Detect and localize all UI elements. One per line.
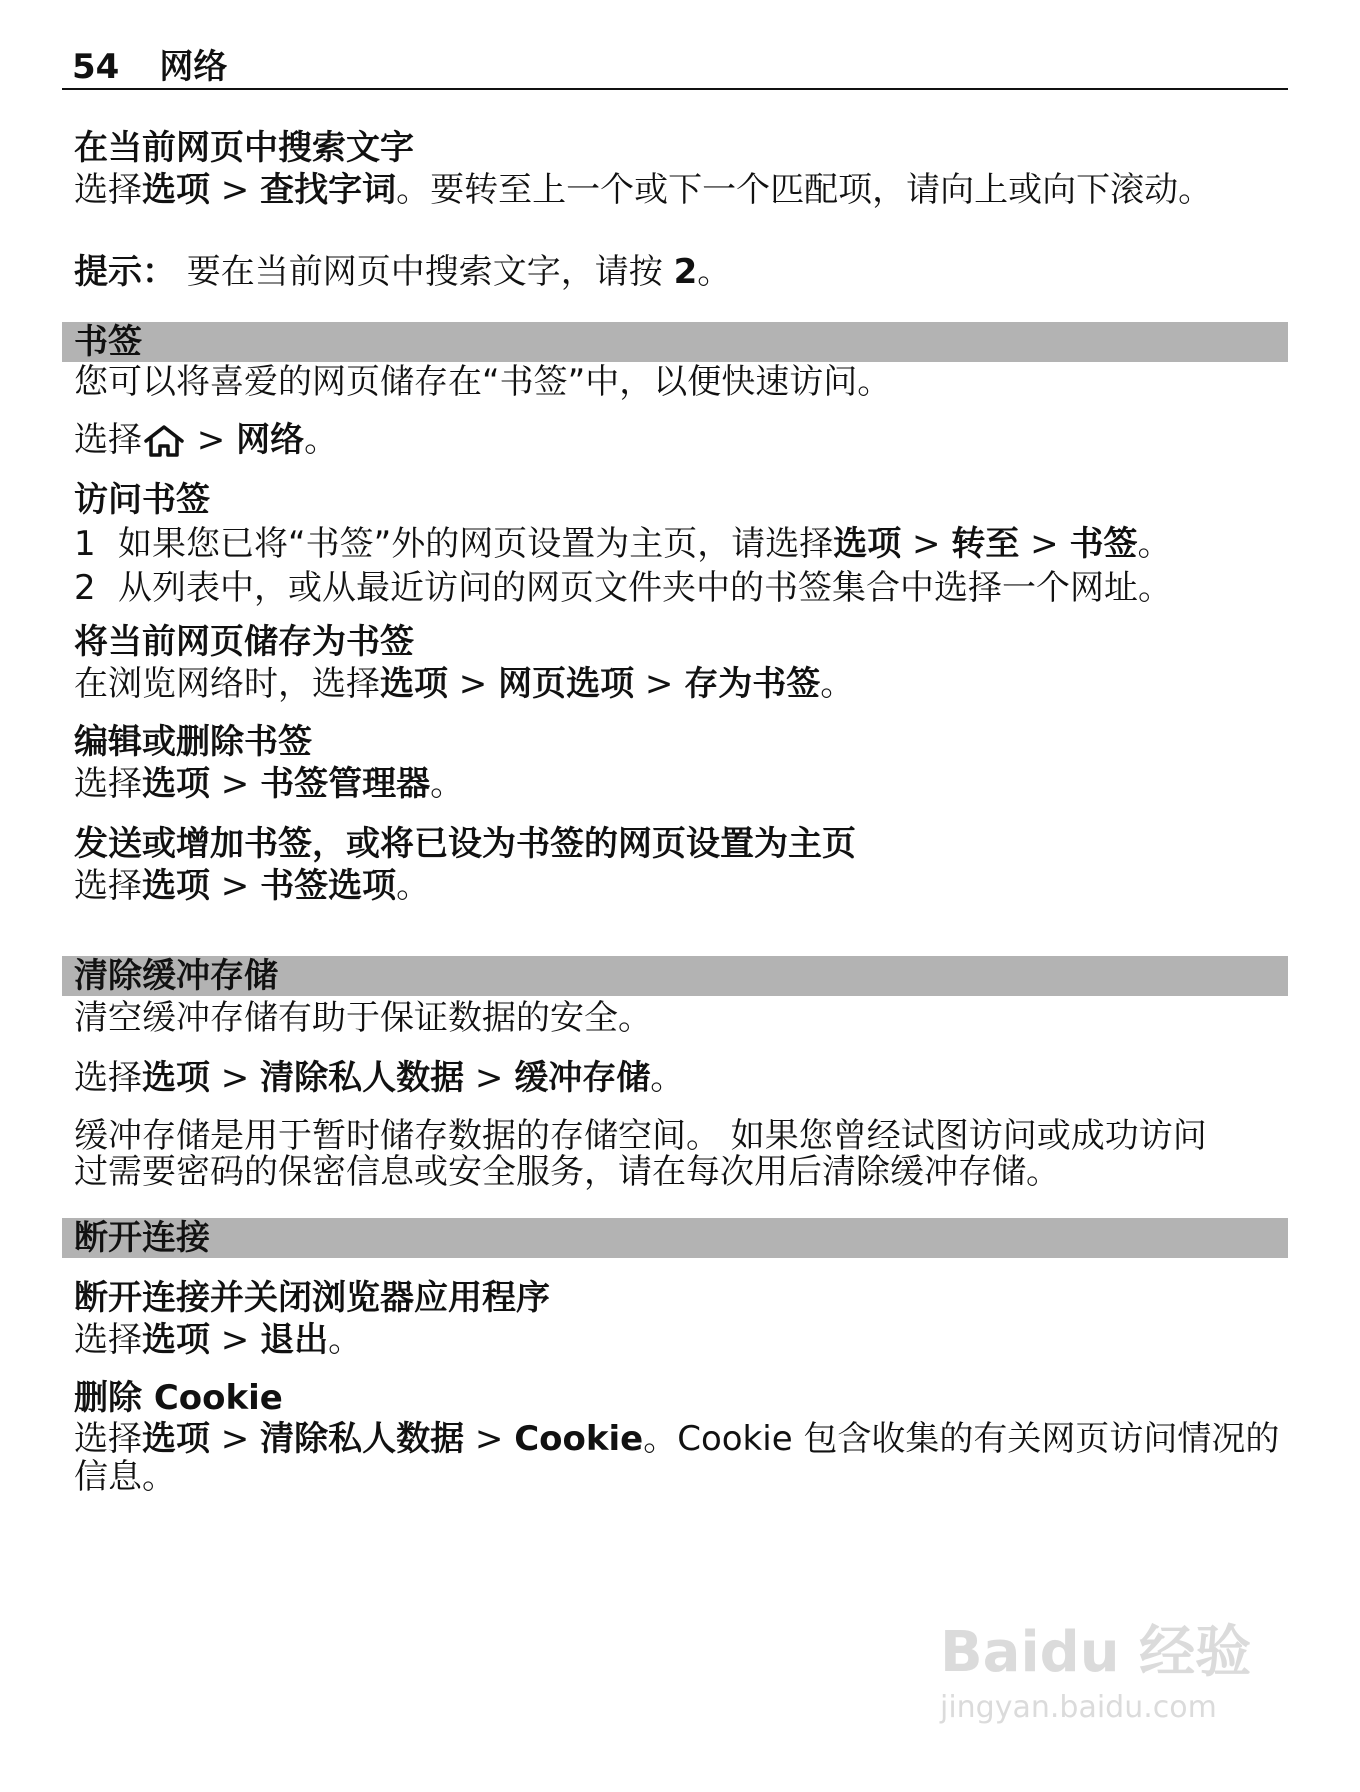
instruction-text: 如果您已将“书签”外的网页设置为主页，请选择 [118, 524, 834, 564]
instruction-text: 。 [328, 1320, 363, 1360]
cache-note [62, 1118, 1288, 1190]
bookmarks-intro-text: 您可以将喜爱的网页储存在“书签”中，以便快速访问。 [74, 362, 892, 402]
access-bookmarks-heading: 访问书签 [74, 480, 210, 520]
menu-separator: > [901, 524, 952, 564]
list-item [62, 566, 1288, 610]
cache-note-line: 缓冲存储是用于暂时储存数据的存储空间。 如果您曾经试图访问或成功访问 [74, 1116, 1207, 1156]
menu-option: 选项 [142, 866, 210, 906]
menu-option: 缓冲存储 [514, 1058, 651, 1098]
section-bar-disconnect: 断开连接 [62, 1218, 1288, 1258]
menu-separator: > [448, 664, 499, 704]
edit-bookmark-instruction [62, 764, 1288, 804]
menu-option: 选项 [380, 664, 448, 704]
menu-separator: > [210, 764, 261, 804]
watermark-logo: Baidu 经验 [940, 1620, 1252, 1685]
home-icon [142, 423, 186, 459]
close-browser-heading: 断开连接并关闭浏览器应用程序 [74, 1278, 550, 1318]
instruction-text: 选择 [74, 170, 142, 210]
cache-instruction-text [62, 1058, 1288, 1098]
menu-option: 选项 [833, 524, 902, 564]
search-text-section [62, 126, 1288, 210]
bookmarks-select-text [62, 420, 1288, 460]
search-text-instruction [62, 170, 1288, 210]
running-header [62, 46, 1288, 90]
delete-cookie-heading: 删除 Cookie [74, 1378, 283, 1418]
menu-separator: > [464, 1419, 515, 1459]
close-browser [62, 1276, 1288, 1360]
instruction-text: 选择 [74, 1058, 142, 1098]
section-bar-bookmarks: 书签 [62, 322, 1288, 362]
tip [62, 252, 1288, 292]
instruction-text: 。要转至上一个或下一个匹配项，请向上或向下滚动。 [396, 170, 1213, 210]
instruction-text: 。 [650, 1058, 685, 1098]
instruction-text: 。 [1137, 524, 1172, 564]
instruction-text: 。 [430, 764, 465, 804]
chapter-title: 网络 [159, 47, 228, 87]
baidu-watermark [940, 1618, 1270, 1768]
menu-separator: > [464, 1058, 515, 1098]
instruction-text: 。 [304, 420, 339, 460]
instruction-text: 。Cookie 包含收集的有关网页访问情况的 [643, 1419, 1280, 1459]
menu-option: 网页选项 [498, 664, 635, 704]
cache-instruction [62, 1058, 1288, 1098]
delete-cookie-instruction [62, 1420, 1288, 1458]
menu-option: 退出 [260, 1320, 329, 1360]
menu-separator: > [210, 170, 261, 210]
menu-option: 清除私人数据 [260, 1419, 465, 1459]
send-bookmark [62, 822, 1288, 906]
save-bookmark [62, 620, 1288, 704]
edit-bookmark [62, 720, 1288, 804]
edit-bookmark-heading: 编辑或删除书签 [74, 722, 312, 762]
send-bookmark-heading: 发送或增加书签，或将已设为书签的网页设置为主页 [74, 824, 856, 864]
watermark-url: jingyan.baidu.com [940, 1690, 1217, 1725]
instruction-text: 在浏览网络时，选择 [74, 664, 380, 704]
list-item [62, 522, 1288, 566]
cache-note-line: 过需要密码的保密信息或安全服务，请在每次用后清除缓冲存储。 [74, 1152, 1060, 1192]
instruction-text: 选择 [74, 764, 142, 804]
menu-option: 存为书签 [684, 664, 821, 704]
tip-body: 要在当前网页中搜索文字，请按 [176, 252, 674, 292]
menu-separator: > [210, 866, 261, 906]
delete-cookie-continuation: 信息。 [74, 1457, 176, 1497]
menu-option: 书签 [1069, 524, 1138, 564]
instruction-text: 选择 [74, 1419, 142, 1459]
instruction-text: 。 [396, 866, 431, 906]
menu-option: 查找字词 [260, 170, 397, 210]
tip-label: 提示： [74, 252, 176, 292]
close-browser-instruction [62, 1320, 1288, 1360]
instruction-text: 选择 [74, 420, 142, 460]
tip-key: 2 [673, 252, 698, 292]
menu-option: 网络 [236, 420, 305, 460]
search-text-heading: 在当前网页中搜索文字 [74, 128, 414, 168]
menu-separator: > [634, 664, 685, 704]
delete-cookie [62, 1376, 1288, 1496]
section-bar-cache: 清除缓冲存储 [62, 956, 1288, 996]
cache-intro [62, 998, 1288, 1038]
menu-option: 选项 [142, 1419, 210, 1459]
menu-separator: > [210, 1320, 261, 1360]
menu-option: 清除私人数据 [260, 1058, 465, 1098]
menu-option: Cookie [514, 1419, 644, 1459]
menu-option: 选项 [142, 764, 210, 804]
bookmarks-intro [62, 362, 1288, 402]
menu-option: 书签管理器 [260, 764, 431, 804]
instruction-text: 选择 [74, 866, 142, 906]
send-bookmark-instruction [62, 866, 1288, 906]
tip-text [62, 252, 1288, 292]
menu-separator: > [186, 420, 237, 460]
access-bookmarks [62, 478, 1288, 610]
instruction-text: 。 [820, 664, 855, 704]
menu-option: 选项 [142, 1058, 210, 1098]
instruction-text: 从列表中，或从最近访问的网页文件夹中的书签集合中选择一个网址。 [118, 568, 1172, 608]
menu-separator: > [210, 1419, 261, 1459]
menu-option: 转至 [951, 524, 1020, 564]
cache-intro-text: 清空缓冲存储有助于保证数据的安全。 [74, 998, 652, 1038]
menu-option: 选项 [142, 170, 210, 210]
menu-option: 书签选项 [260, 866, 397, 906]
menu-separator: > [210, 1058, 261, 1098]
menu-separator: > [1019, 524, 1070, 564]
list-number: 1 [74, 524, 96, 564]
page-number: 54 [72, 47, 120, 87]
tip-end: 。 [697, 252, 732, 292]
save-bookmark-heading: 将当前网页储存为书签 [74, 622, 414, 662]
instruction-text: 选择 [74, 1320, 142, 1360]
list-number: 2 [74, 568, 96, 608]
bookmarks-select [62, 420, 1288, 460]
save-bookmark-instruction [62, 664, 1288, 704]
menu-option: 选项 [142, 1320, 210, 1360]
